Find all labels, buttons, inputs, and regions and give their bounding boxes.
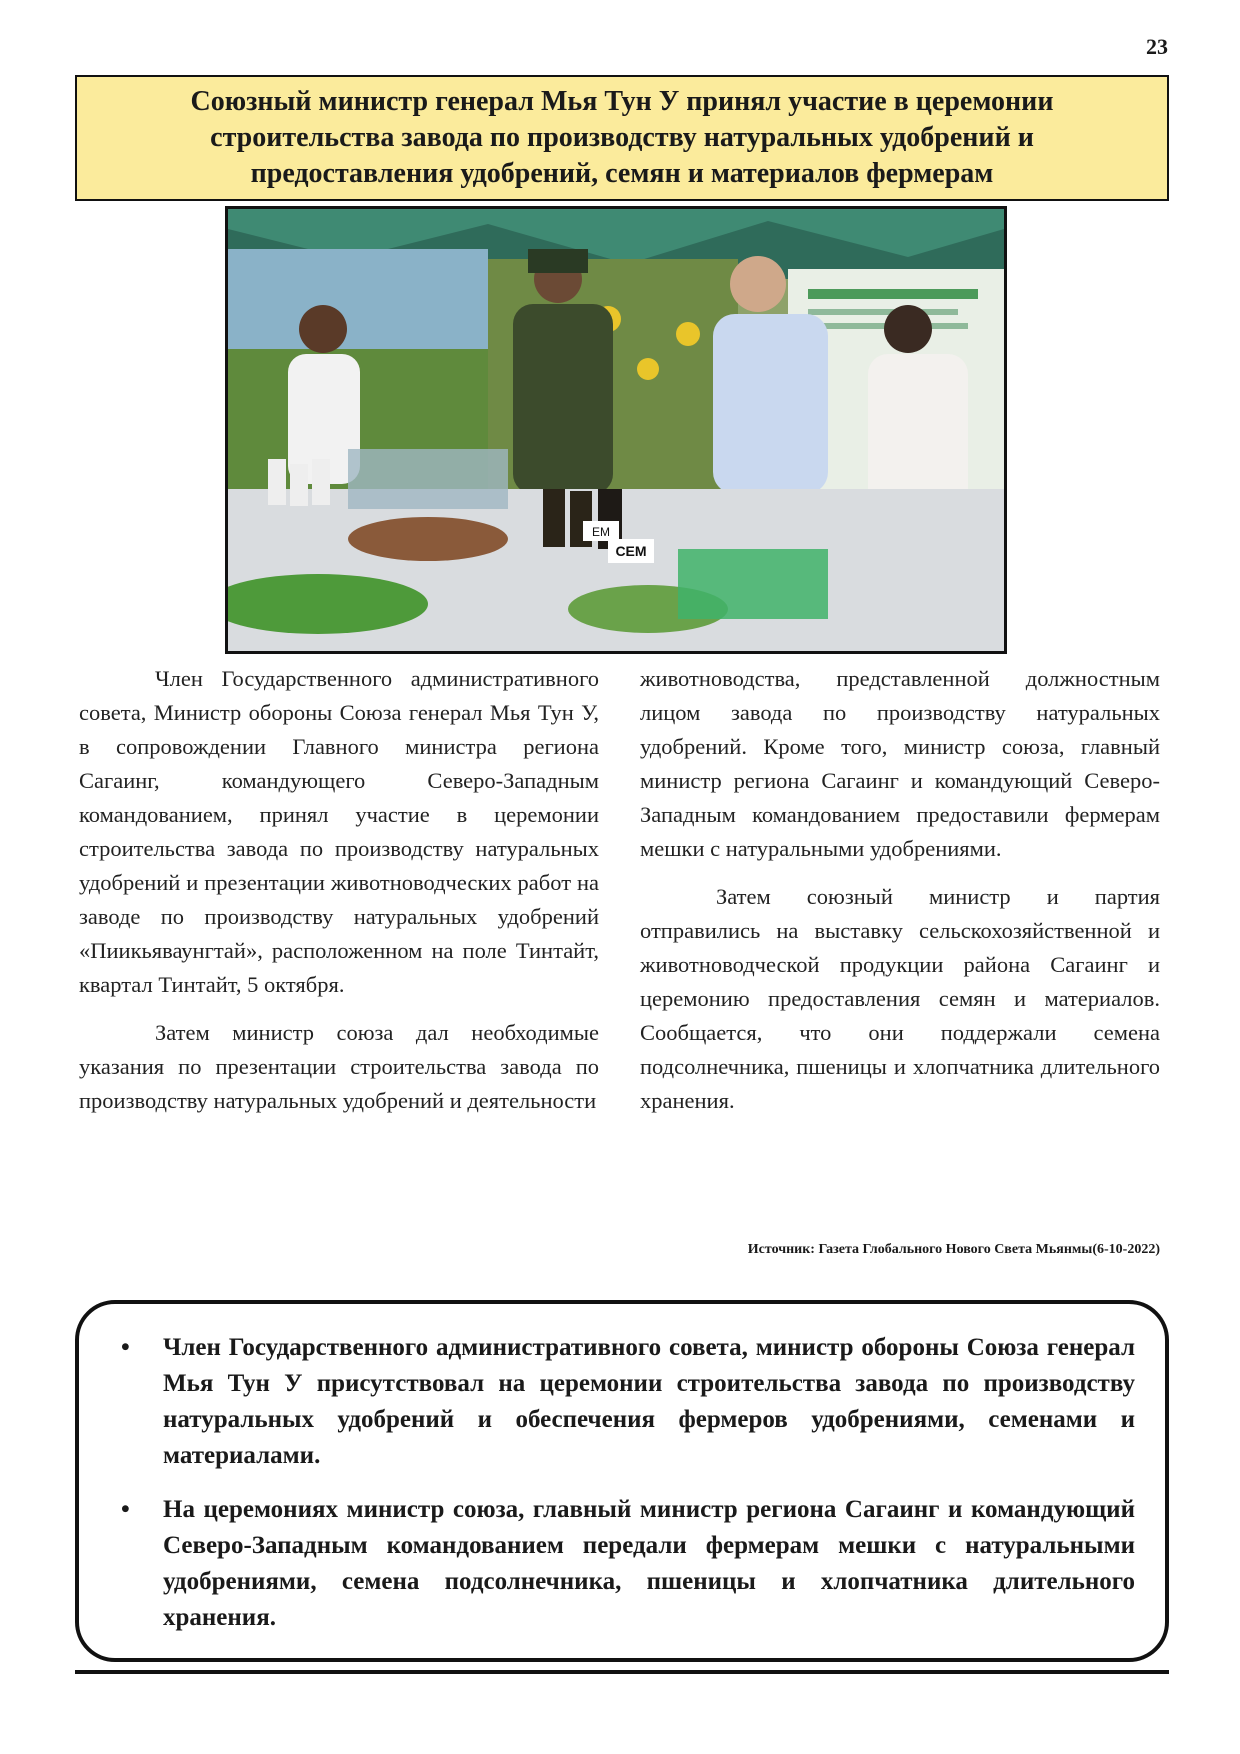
page-title: Союзный министр генерал Мья Тун У принял участие в церемонии строительства завода по производству натуральных удобрений и предоставления удобрений, семян и материалов фермерам xyxy=(190,86,1054,189)
photo-illustration xyxy=(228,209,1004,651)
photo-label-cem: CEM xyxy=(615,543,647,559)
summary-item-text: Член Государственного административного совета, министр обороны Союза генерал Мья Тун У присутствовал на церемонии строительства завода по производству натуральных удобрений и обеспечения фермеров удобрениями, семенами и материалами. xyxy=(163,1334,1135,1469)
summary-item xyxy=(109,1492,1135,1636)
article-paragraph: Затем министр союза дал необходимые указания по презентации строительства завода по производству натуральных удобрений и деятельности xyxy=(79,1020,599,1113)
bullet-icon: • xyxy=(121,1334,130,1361)
summary-item xyxy=(109,1330,1135,1474)
article-paragraph: Член Государственного административного совета, Министр обороны Союза генерал Мья Тун У, в сопровождении Главного министра региона Сагаинг, командующего Северо-Западным командованием, принял участие в церемонии строительства завода по производству натуральных удобрений и презентации животноводческих работ на заводе по производству натуральных удобрений «Пиикьяваунгтай», расположенном на поле Тинтайт, квартал Тинтайт, 5 октября. xyxy=(79,666,599,997)
article-column-left xyxy=(79,662,599,1132)
article-paragraph: Затем союзный министр и партия отправились на выставку сельскохозяйственной и животноводческой продукции района Сагаинг и церемонию предоставления семян и материалов. Сообщается, что они поддержали семена подсолнечника, пшеницы и хлопчатника длительного хранения. xyxy=(640,884,1160,1113)
summary-list xyxy=(109,1330,1135,1636)
news-photo xyxy=(225,206,1007,654)
bottom-divider xyxy=(75,1670,1169,1674)
source-citation: Источник: Газета Глобального Нового Света Мьянмы(6-10-2022) xyxy=(747,1242,1160,1257)
summary-box xyxy=(75,1300,1169,1662)
article-paragraph: животноводства, представленной должностным лицом завода по производству натуральных удобрений. Кроме того, министр союза, главный министр региона Сагаинг и командующий Северо-Западным командованием предоставили фермерам мешки с натуральными удобрениями. xyxy=(640,666,1160,861)
article-column-right xyxy=(640,662,1160,1132)
photo-label-em: EM xyxy=(592,525,610,539)
page-number: 23 xyxy=(1146,34,1168,59)
title-box xyxy=(75,75,1169,201)
bullet-icon: • xyxy=(121,1496,130,1523)
summary-item-text: На церемониях министр союза, главный министр региона Сагаинг и командующий Северо-Западным командованием передали фермерам мешки с натуральными удобрениями, семена подсолнечника, пшеницы и хлопчатника длительного хранения. xyxy=(163,1496,1135,1631)
